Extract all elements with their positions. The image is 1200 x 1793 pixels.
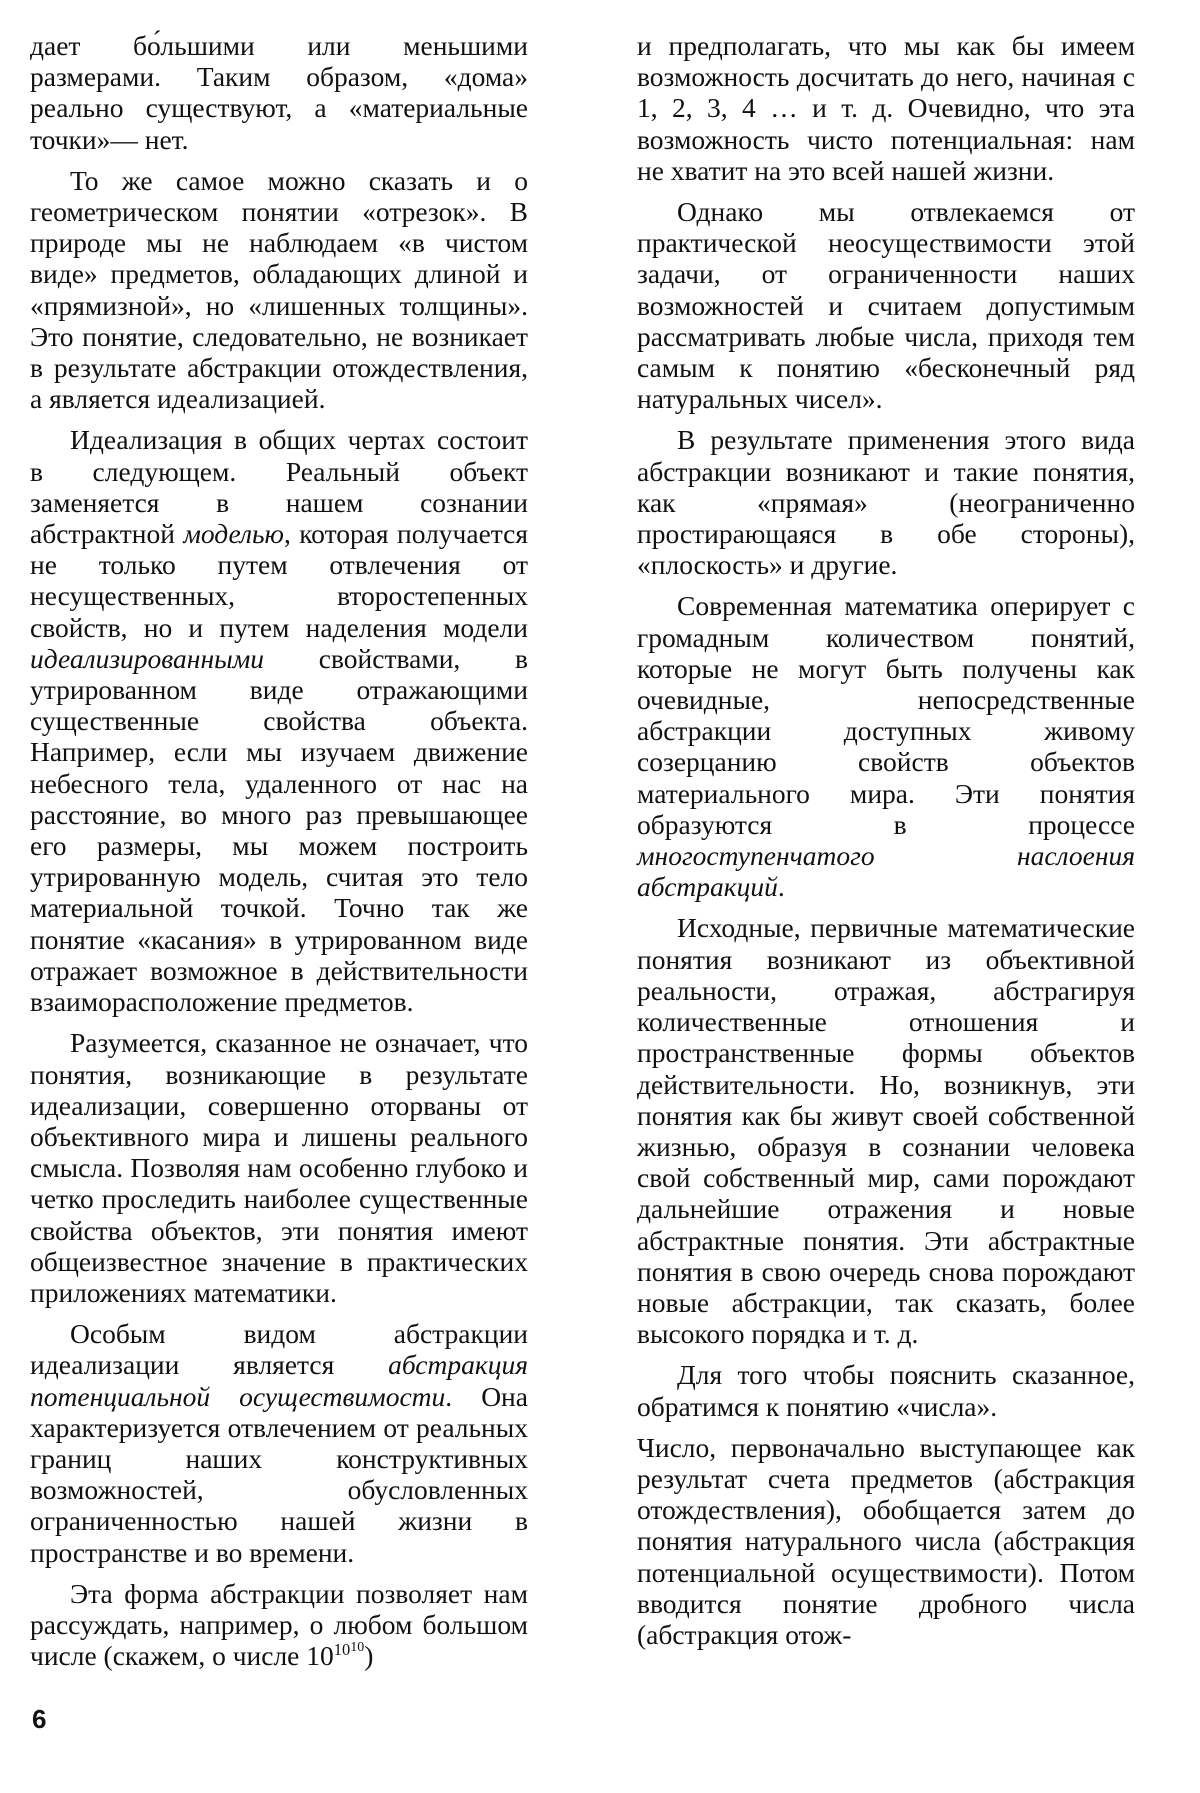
exponent-power: 10 <box>350 1640 365 1656</box>
paragraph: Разумеется, сказанное не означает, что понятия, возникающие в результате идеализации, совершенно оторваны от объективного мира и лишены реального смысла. Позволяя нам особенно глубоко и четко проследить наиболее существенные свойства объектов, эти понятия имеют общеизвестное значение в практических приложениях математики. <box>30 1027 528 1308</box>
paragraph: Число, первоначально выступающее как результат счета предметов (абстракция отождествления), обобщается затем до понятия натурального числа (абстракция потенциальной осуществимости). Потом вводится понятие дробного числа (абстракция отож- <box>637 1431 1135 1650</box>
paragraph <box>30 1318 528 1568</box>
paragraph: и предполагать, что мы как бы имеем возможность досчитать до него, начиная с 1, 2, 3, 4 … и т. д. Очевидно, что эта возможность чисто потенциальная: нам не хватит на это всей нашей жизни. <box>637 30 1135 186</box>
text-run: . <box>777 871 785 903</box>
page-number: 6 <box>32 1704 47 1734</box>
text-run: свойствами, в утрированном виде отражающими существенные свойства объекта. Например, если мы изучаем движение небесного тела, удаленного от нас на расстояние, во много раз превышающее его размеры, мы можем построить утрированную модель, считая это тело материальной точкой. Точно так же понятие «касания» в утрированном виде отражает возможное в действительности взаиморасположение предметов. <box>30 642 528 1018</box>
left-column <box>30 30 528 1681</box>
text-run: . Она характеризуется отвлечением от реальных границ наших конструктивных возможностей, обусловленных ограниченностью нашей жизни в пространстве и во времени. <box>30 1380 528 1568</box>
paragraph <box>30 1578 528 1672</box>
paragraph <box>30 424 528 1017</box>
text-run: , которая получается не только путем отвлечения от несущественных, второстепенных свойств, но и путем наделения модели <box>30 518 529 643</box>
exponent-base: 10 <box>333 1640 351 1660</box>
italic-term: многоступенчатого наслоения абстракций <box>637 840 1135 903</box>
paragraph: Однако мы отвлекаемся от практической неосуществимости этой задачи, от ограниченности наших возможностей и считаем допустимым рассматривать любые числа, приходя тем самым к понятию «бесконечный ряд натуральных чисел». <box>637 196 1135 415</box>
text-run: ) <box>364 1640 374 1672</box>
paragraph: То же самое можно сказать и о геометрическом понятии «отрезок». В природе мы не наблюдаем «в чистом виде» предметов, обладающих длиной и «прямизной», но «лишенных толщины». Это понятие, следовательно, не возникает в результате абстракции отождествления, а является идеализацией. <box>30 164 528 415</box>
paragraph: Исходные, первичные математические понятия возникают из объективной реальности, отражая, абстрагируя количественные отношения и пространственные формы объектов действительности. Но, возникнув, эти понятия как бы живут своей собственной жизнью, образуя в сознании человека свой собственный мир, сами порождают дальнейшие отражения и новые абстрактные понятия. Эти абстрактные понятия в свою очередь снова порождают новые абстракции, так сказать, более высокого порядка и т. д. <box>637 912 1135 1350</box>
paragraph: В результате применения этого вида абстракции возникают и такие понятия, как «прямая» (неограниченно простирающаяся в обе стороны), «плоскость» и другие. <box>637 424 1135 581</box>
italic-term: моделью <box>183 518 284 550</box>
right-column <box>637 30 1135 1660</box>
italic-term: идеализированными <box>30 642 265 674</box>
text-run: Особым видом абстракции идеализации является <box>30 1318 528 1381</box>
italic-term: абстракция потенциальной осуществимости <box>30 1349 528 1412</box>
paragraph <box>637 590 1135 902</box>
text-run: Идеализация в общих чертах состоит в следующем. Реальный объект заменяется в нашем сознании абстрактной <box>30 424 528 550</box>
text-run: Эта форма абстракции позволяет нам рассуждать, например, о любом большом числе (скажем, о числе 10 <box>30 1577 528 1672</box>
paragraph: дает бо́льшими или меньшими размерами. Таким образом, «дома» реально существуют, а «материальные точки»— нет. <box>30 30 528 155</box>
text-run: Современная математика оперирует с громадным количеством понятий, которые не могут быть получены как очевидные, непосредственные абстракции доступных живому созерцанию свойств объектов материального мира. Эти понятия образуются в процессе <box>637 590 1135 840</box>
paragraph: Для того чтобы пояснить сказанное, обратимся к понятию «числа». <box>637 1359 1135 1422</box>
exponent <box>334 1640 365 1659</box>
